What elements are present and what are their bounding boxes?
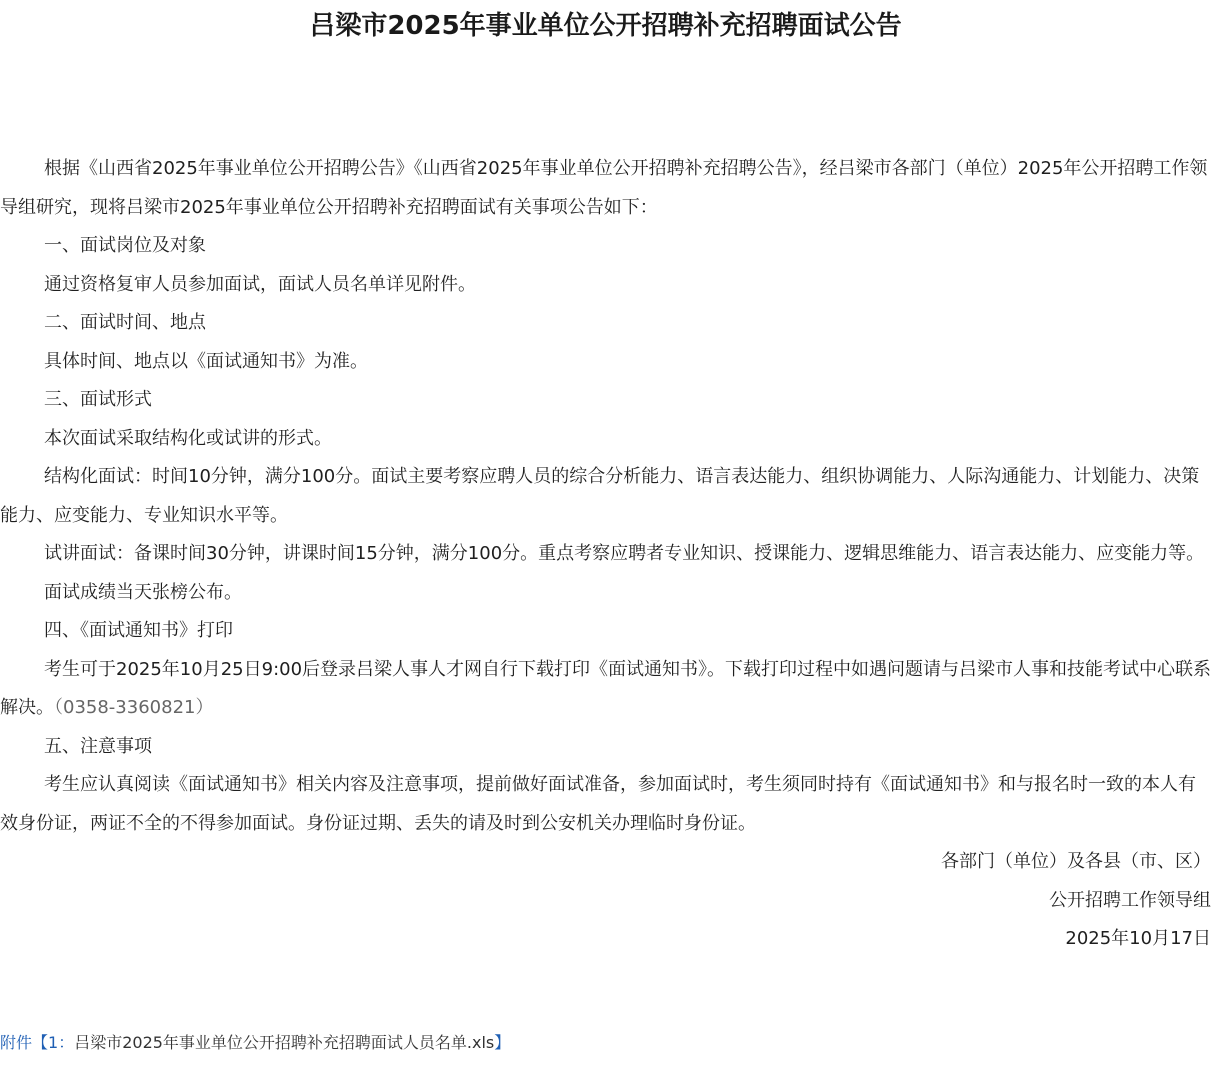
paragraph: 本次面试采取结构化或试讲的形式。 [44,427,332,449]
signature-date: 2025年10月17日 [1065,928,1211,949]
attachment-link[interactable]: 吕梁市2025年事业单位公开招聘补充招聘面试人员名单.xls [74,1033,495,1052]
section-heading: 四、《面试通知书》打印 [44,620,233,641]
attachment-row [0,1030,510,1056]
section-heading: 二、面试时间、地点 [44,312,206,333]
paragraph: 通过资格复审人员参加面试，面试人员名单详见附件。 [44,273,476,295]
intro-paragraph: 根据《山西省2025年事业单位公开招聘公告》《山西省2025年事业单位公开招聘补充招聘公告》，经吕梁市各部门（单位）2025年公开招聘工作领导组研究，现将吕梁市2025年事业单位公开招聘补充招聘面试有关事项公告如下： [0,158,1208,218]
section-heading: 三、面试形式 [44,389,152,410]
print-text: 考生可于2025年10月25日9:00后登录吕梁人事人才网自行下载打印《面试通知书》。下载打印过程中如遇问题请与吕梁市人事和技能考试中心联系解决。 [0,658,1212,718]
paragraph: 考生应认真阅读《面试通知书》相关内容及注意事项，提前做好面试准备，参加面试时，考生须同时持有《面试通知书》和与报名时一致的本人有效身份证，两证不全的不得参加面试。身份证过期、丢失的请及时到公安机关办理临时身份证。 [0,774,1196,834]
paragraph: 具体时间、地点以《面试通知书》为准。 [44,350,368,372]
paragraph: 试讲面试：备课时间30分钟，讲课时间15分钟，满分100分。重点考察应聘者专业知识、授课能力、逻辑思维能力、语言表达能力、应变能力等。 [44,543,1205,564]
signature-line: 各部门（单位）及各县（市、区） [941,851,1211,872]
paragraph: 结构化面试：时间10分钟，满分100分。面试主要考察应聘人员的综合分析能力、语言表达能力、组织协调能力、人际沟通能力、计划能力、决策能力、应变能力、专业知识水平等。 [0,466,1200,526]
attachment-bracket-close: 】 [494,1033,511,1052]
phone-number: （0358-3360821） [54,697,214,718]
announcement-body [0,150,1213,959]
section-heading: 一、面试岗位及对象 [44,235,206,256]
section-heading: 五、注意事项 [44,735,152,757]
print-paragraph [0,651,1213,728]
attachment-bracket-open: 【1： [32,1033,75,1052]
attachment-label: 附件 [0,1033,33,1052]
signature-line: 公开招聘工作领导组 [1049,889,1211,911]
page-title: 吕梁市2025年事业单位公开招聘补充招聘面试公告 [309,11,902,41]
paragraph: 面试成绩当天张榜公布。 [44,581,242,603]
